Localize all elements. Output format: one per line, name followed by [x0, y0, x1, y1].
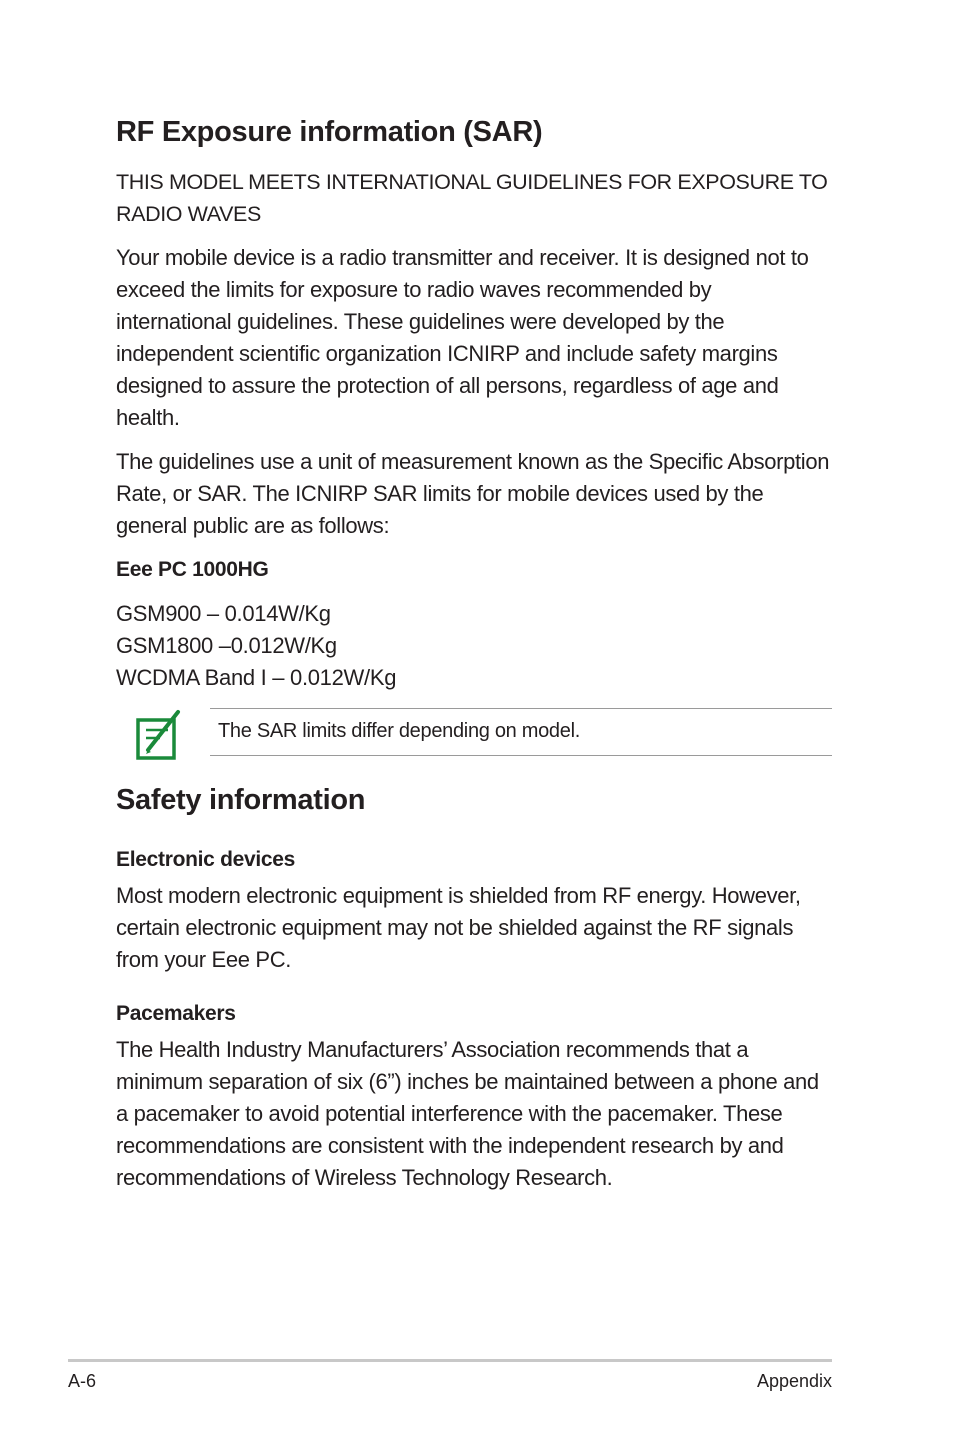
- rf-caps-statement: THIS MODEL MEETS INTERNATIONAL GUIDELINES FOR EXPOSURE TO RADIO WAVES: [116, 170, 828, 226]
- electronic-devices-heading: Electronic devices: [116, 848, 296, 871]
- pacemakers-heading: Pacemakers: [116, 1002, 236, 1025]
- note-pencil-icon: [134, 708, 184, 762]
- pacemakers-text: The Health Industry Manufacturers’ Association recommends that a minimum separation of six (6”) inches be maintained between a phone and a pacemaker to avoid potential interference with the pacemaker. These recommendations are consistent with the independent research by and recommendations of Wireless Technology Research.: [116, 1037, 819, 1190]
- sar-limit-wcdma: WCDMA Band I – 0.012W/Kg: [116, 665, 397, 690]
- sar-limits-list: [116, 598, 832, 694]
- note-text: The SAR limits differ depending on model.: [218, 720, 580, 742]
- rf-paragraph-2: The guidelines use a unit of measurement known as the Specific Absorption Rate, or SAR. The ICNIRP SAR limits for mobile devices used by the general public are as follows:: [116, 449, 830, 538]
- rf-paragraph-1: Your mobile device is a radio transmitter and receiver. It is designed not to exceed the limits for exposure to radio waves recommended by international guidelines. These guidelines were developed by the independent scientific organization ICNIRP and include safety margins designed to assure the protection of all persons, regardless of age and health.: [116, 245, 809, 430]
- model-name: Eee PC 1000HG: [116, 558, 269, 581]
- rf-exposure-title: RF Exposure information (SAR): [116, 116, 543, 148]
- note-box: [210, 708, 832, 756]
- sar-limit-gsm900: GSM900 – 0.014W/Kg: [116, 601, 331, 626]
- electronic-devices-text: Most modern electronic equipment is shielded from RF energy. However, certain electronic equipment may not be shielded against the RF signals from your Eee PC.: [116, 883, 801, 972]
- footer-section: Appendix: [756, 1371, 832, 1391]
- safety-title: Safety information: [116, 784, 366, 816]
- page-number: A-6: [68, 1371, 97, 1391]
- note-callout: [116, 708, 832, 768]
- footer-divider: [68, 1359, 832, 1362]
- sar-limit-gsm1800: GSM1800 –0.012W/Kg: [116, 633, 337, 658]
- page-content: [116, 110, 832, 1194]
